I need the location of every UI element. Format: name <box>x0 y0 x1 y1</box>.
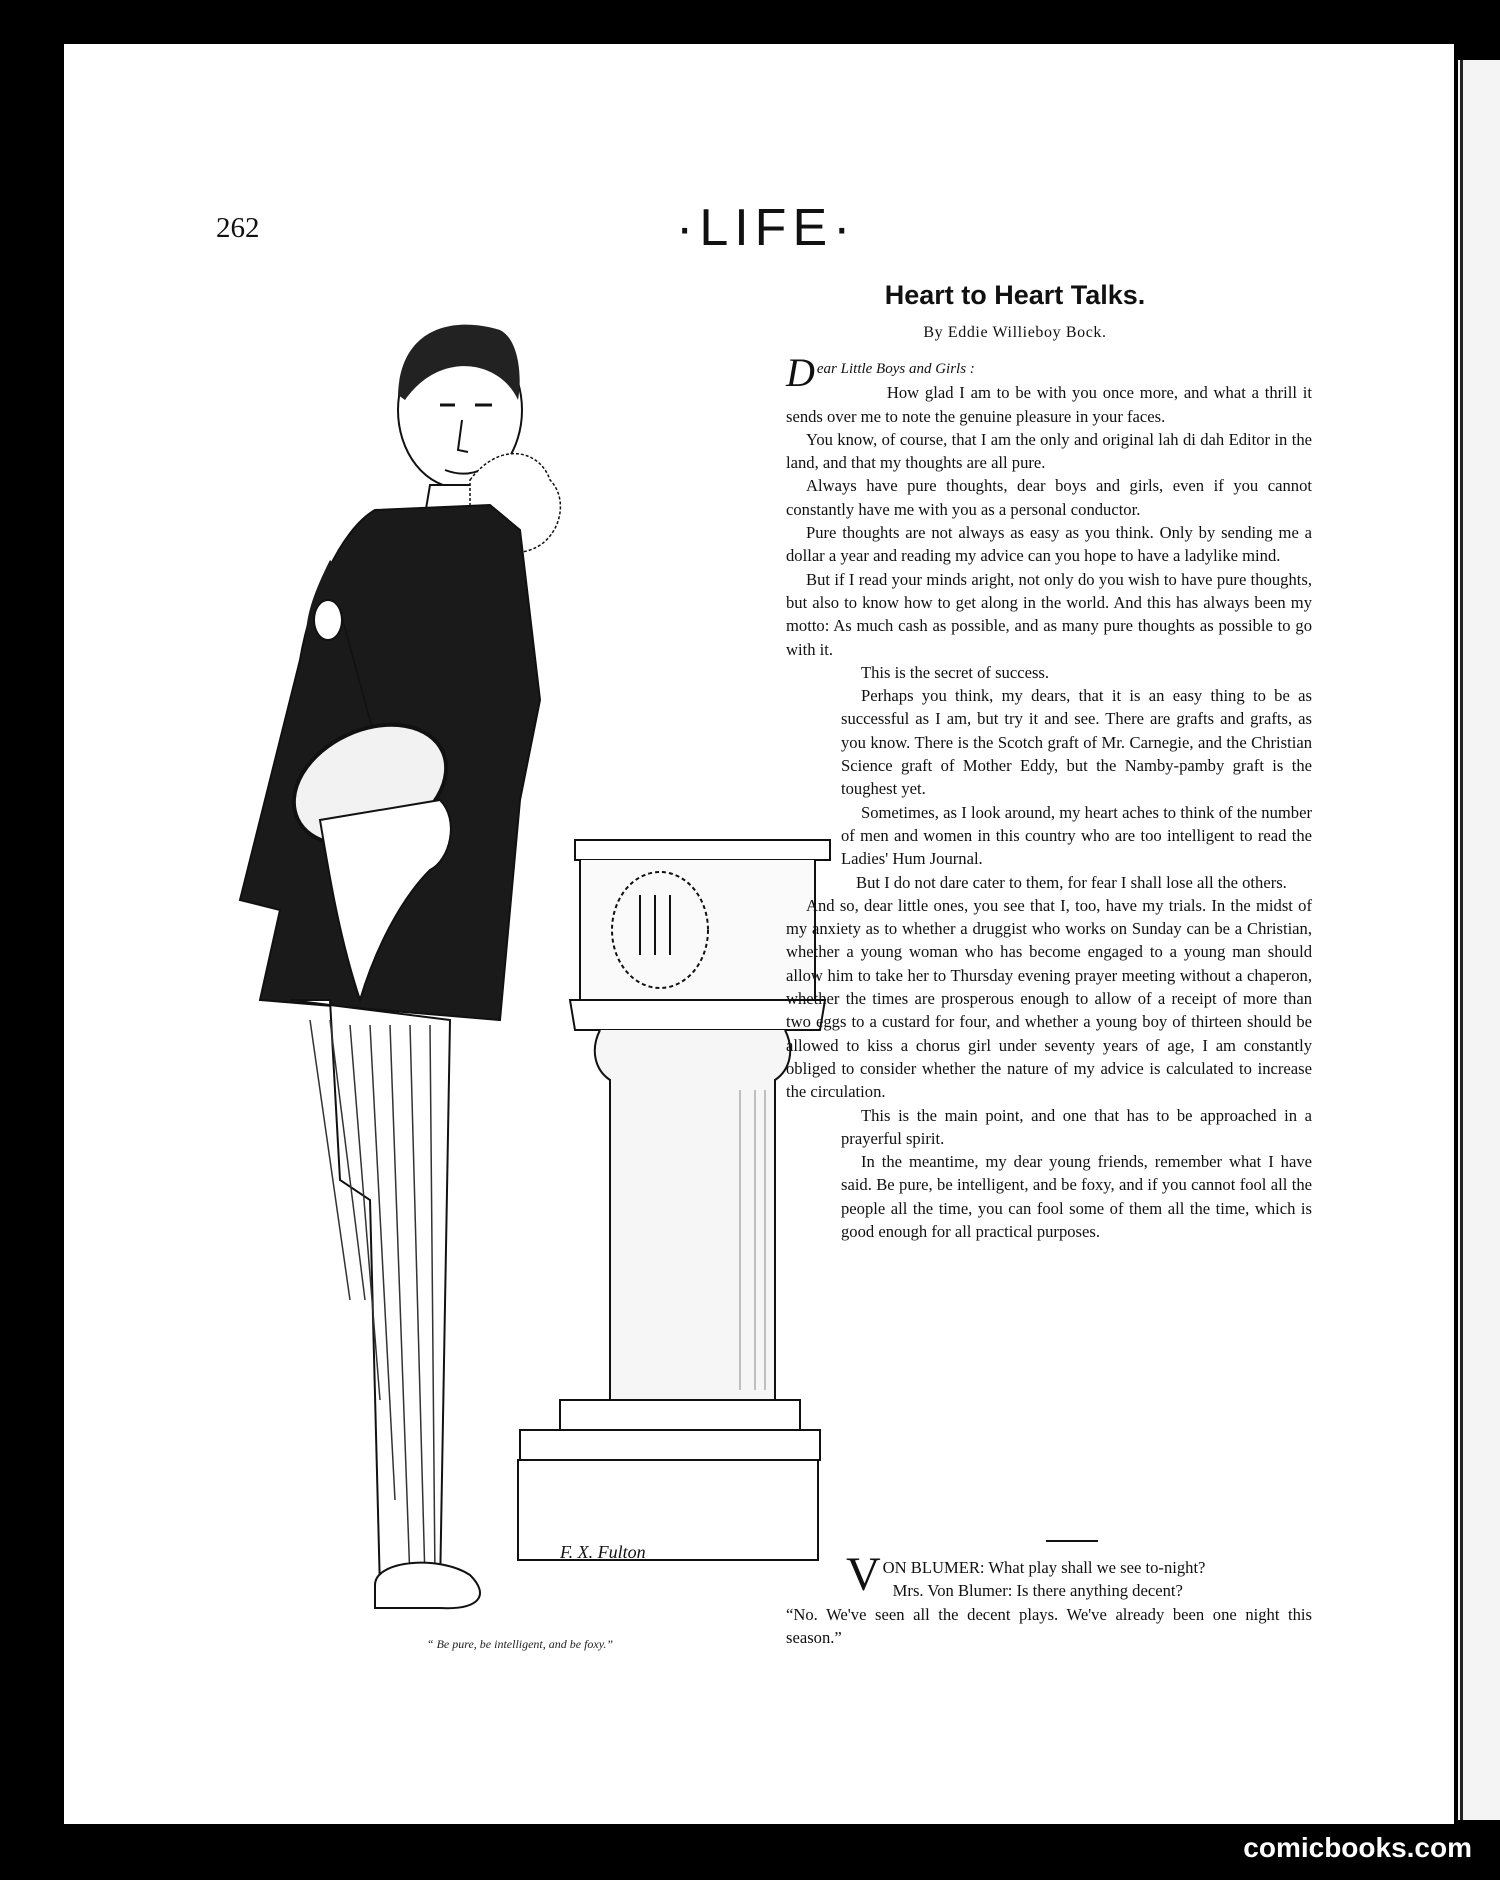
joke-block <box>786 1548 1312 1649</box>
joke-line: “No. We've seen all the decent plays. We've already been one night this season.” <box>786 1604 1312 1647</box>
artist-signature: F. X. Fulton <box>560 1542 646 1562</box>
paragraph: Always have pure thoughts, dear boys and girls, even if you cannot constantly have me with you as a personal conductor. <box>786 476 1312 519</box>
page-number: 262 <box>216 212 260 244</box>
article-byline: By Eddie Willieboy Bock. <box>923 324 1107 341</box>
masthead: ·LIFE· <box>676 199 857 257</box>
article-headline: Heart to Heart Talks. <box>884 280 1146 310</box>
site-watermark: comicbooks.com <box>1243 1832 1472 1863</box>
illustration-man-embroidering <box>200 300 840 1610</box>
adjacent-page-edge <box>1458 60 1500 1820</box>
paragraph: This is the secret of success. <box>861 662 1050 682</box>
drop-cap: D <box>786 350 815 395</box>
paragraph: Perhaps you think, my dears, that it is an easy thing to be as successful as I am, but try it and see. There are grafts and grafts, as you know. There is the Scotch graft of Mr. Carnegie, and the Christian Science graft of Mother Eddy, but the Namby-pamby graft is the toughest yet. <box>841 686 1312 799</box>
paragraph: Pure thoughts are not always as easy as you think. Only by sending me a dollar a year and reading my advice can you hope to have a ladylike mind. <box>786 523 1312 566</box>
paragraph: But if I read your minds aright, not only do you wish to have pure thoughts, but also to know how to get along in the world. And this has always been my motto: As much cash as possible, and as many pure thoughts as possible to go with it. <box>786 569 1312 659</box>
section-divider <box>1046 1540 1098 1542</box>
paragraph: But I do not dare cater to them, for fear I shall lose all the others. <box>856 872 1287 892</box>
joke-line: ON BLUMER: What play shall we see to-night? <box>882 1558 1206 1577</box>
illustration-caption: “ Be pure, be intelligent, and be foxy.” <box>426 1637 614 1651</box>
salutation <box>786 350 1312 395</box>
joke-line: Mrs. Von Blumer: Is there anything decent? <box>892 1581 1183 1601</box>
paragraph: In the meantime, my dear young friends, remember what I have said. Be pure, be intelligent, and be foxy, and if you cannot fool all the people all the time, you can fool some of them all the time, which is good enough for all practical purposes. <box>841 1152 1312 1241</box>
paragraph: This is the main point, and one that has to be approached in a prayerful spirit. <box>841 1105 1312 1148</box>
paragraph: Sometimes, as I look around, my heart aches to think of the number of men and women in this country who are too intelligent to read the Ladies' Hum Journal. <box>841 802 1312 869</box>
joke-drop-cap: V <box>846 1548 881 1601</box>
paragraph: And so, dear little ones, you see that I, too, have my trials. In the midst of my anxiety as to whether a druggist who works on Sunday can be a Christian, whether a young woman who has become engaged to a young man should allow him to take her to Thursday evening prayer meeting without a chaperon, whether the times are prosperous enough to allow of a receipt of more than two eggs to a custard for four, and whether a young boy of thirteen should be allowed to kiss a chorus girl under seventy years of age, I am constantly obliged to consider whether the nature of my advice is calculated to increase the circulation. <box>786 895 1312 1102</box>
salutation-text: ear Little Boys and Girls : <box>816 361 975 377</box>
paragraph: How glad I am to be with you once more, and what a thrill it sends over me to note the genuine pleasure in your faces. <box>786 383 1312 426</box>
article-body <box>786 350 1312 1243</box>
paragraph: You know, of course, that I am the only and original lah di dah Editor in the land, and that my thoughts are all pure. <box>786 429 1312 473</box>
